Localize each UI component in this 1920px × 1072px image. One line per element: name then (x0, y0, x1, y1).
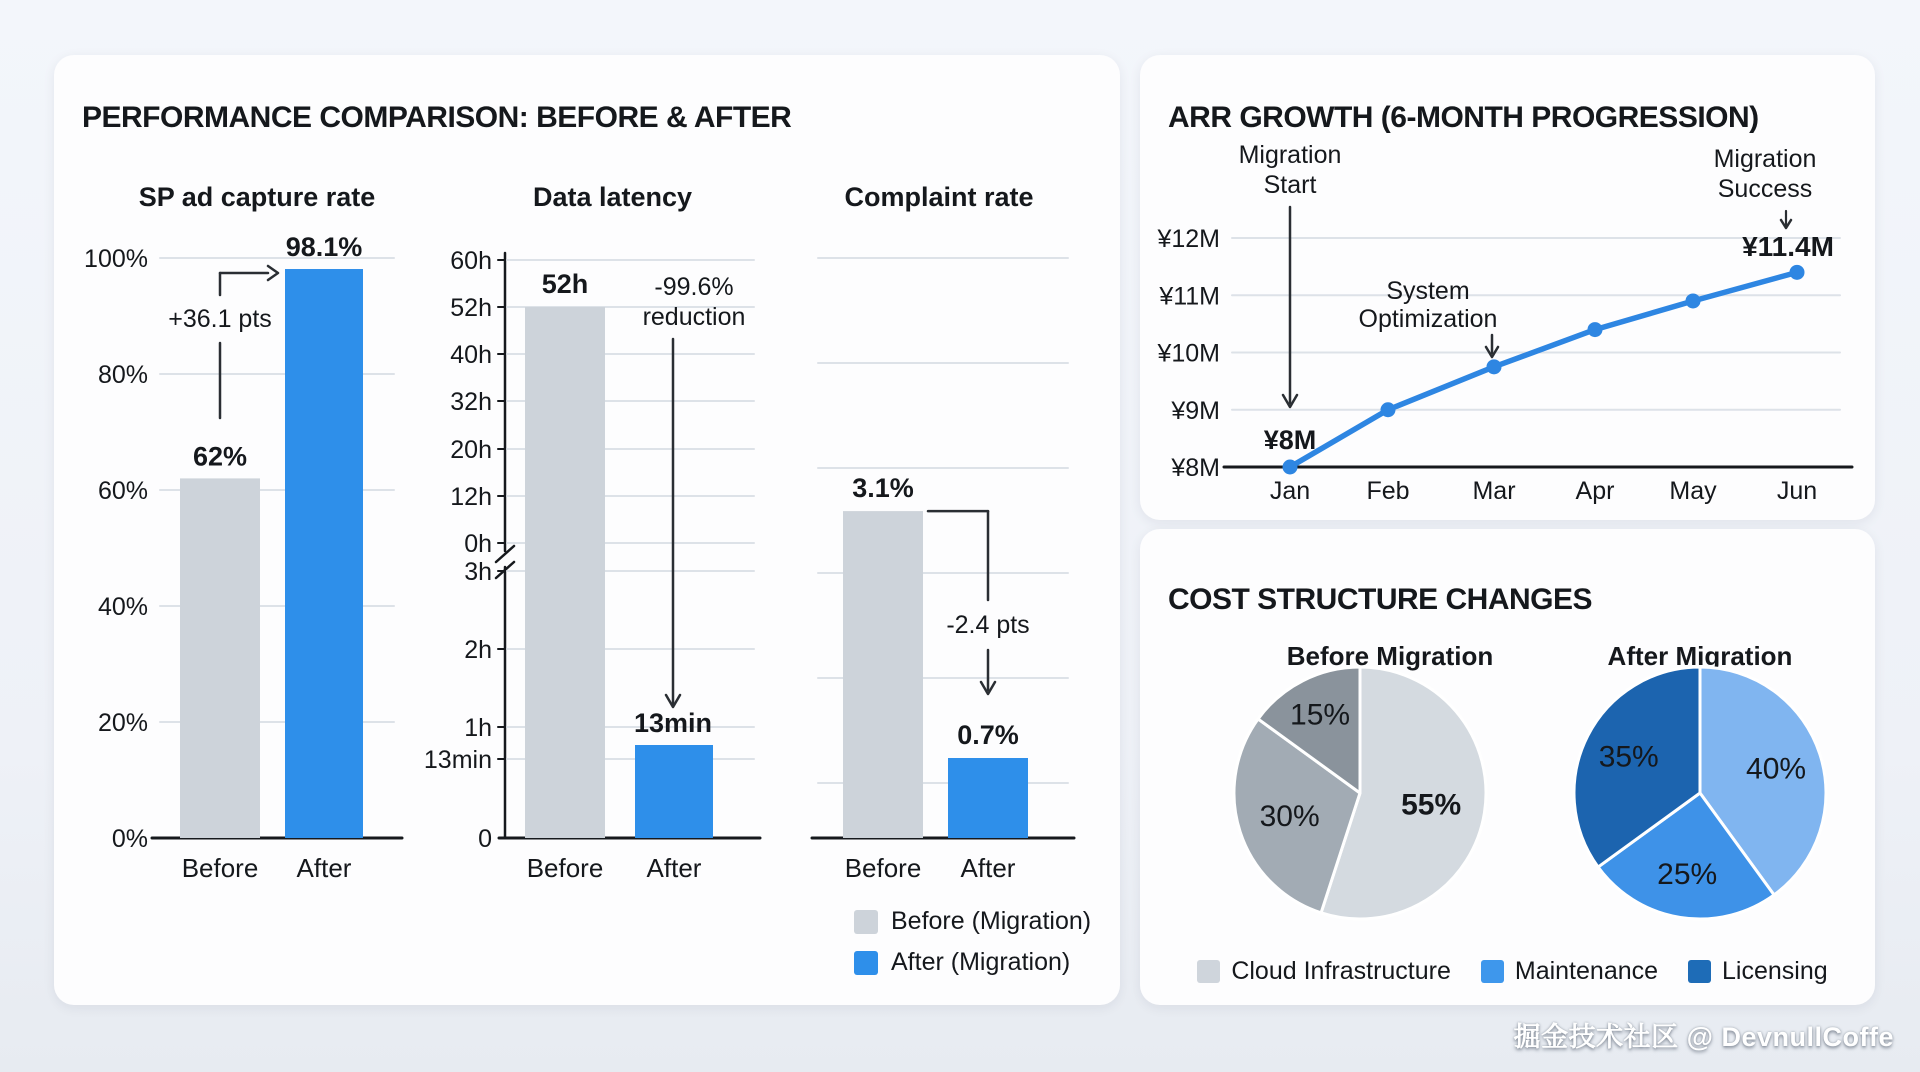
svg-text:After: After (646, 853, 702, 883)
cost-pie-charts (1140, 529, 1875, 1005)
svg-text:System: System (1386, 277, 1470, 305)
svg-text:0.7%: 0.7% (957, 720, 1019, 750)
svg-text:Mar: Mar (1472, 477, 1516, 505)
watermark: 掘金技术社区 @ DevnullCoffe (1513, 1022, 1894, 1052)
legend-item-licensing (1688, 957, 1828, 986)
svg-text:After: After (296, 853, 352, 883)
licensing-swatch (1688, 960, 1711, 983)
legend-label-after: After (Migration) (891, 948, 1071, 976)
svg-text:¥9M: ¥9M (1171, 396, 1220, 425)
svg-text:-99.6%: -99.6% (654, 273, 734, 301)
svg-text:0h: 0h (464, 530, 492, 558)
cost-structure-panel (1140, 529, 1875, 1005)
after-swatch (854, 951, 878, 975)
svg-text:25%: 25% (1657, 857, 1718, 891)
svg-text:20%: 20% (97, 709, 148, 737)
svg-text:40h: 40h (450, 341, 492, 369)
svg-text:Migration: Migration (1238, 141, 1342, 169)
svg-text:Before: Before (181, 853, 259, 883)
svg-text:30%: 30% (1259, 799, 1320, 833)
svg-text:¥8M: ¥8M (1171, 454, 1220, 482)
svg-text:0: 0 (478, 825, 492, 853)
svg-text:20h: 20h (450, 436, 492, 464)
svg-text:32h: 32h (450, 388, 492, 416)
svg-text:Feb: Feb (1366, 477, 1410, 505)
svg-text:Start: Start (1263, 171, 1317, 199)
legend-item-maintenance (1481, 957, 1658, 986)
svg-text:¥10M: ¥10M (1157, 339, 1220, 368)
pie-title-before: Before Migration (1286, 641, 1494, 671)
legend-label-maintenance: Maintenance (1514, 956, 1659, 985)
svg-text:¥8M: ¥8M (1263, 425, 1317, 455)
svg-text:2h: 2h (464, 636, 492, 664)
legend-label-before: Before (Migration) (891, 907, 1092, 935)
svg-text:Before: Before (844, 853, 922, 883)
svg-text:40%: 40% (97, 593, 148, 621)
svg-text:100%: 100% (84, 245, 148, 273)
svg-text:-2.4 pts: -2.4 pts (946, 611, 1030, 639)
legend-item-after (854, 948, 1091, 977)
legend-item-before (854, 907, 1091, 936)
maintenance-swatch (1481, 960, 1504, 983)
svg-text:¥11M: ¥11M (1159, 282, 1220, 311)
performance-panel (54, 55, 1120, 1005)
svg-text:+36.1 pts: +36.1 pts (168, 305, 272, 333)
svg-text:60h: 60h (450, 247, 492, 275)
svg-text:Before: Before (526, 853, 604, 883)
chart-title-data-latency: Data latency (532, 182, 693, 212)
migration-legend (854, 907, 1091, 989)
chart-title-sp-capture: SP ad capture rate (138, 182, 376, 212)
svg-text:1h: 1h (464, 714, 492, 742)
arr-title: ARR GROWTH (6-MONTH PROGRESSION) (1168, 101, 1759, 134)
svg-text:98.1%: 98.1% (285, 232, 363, 263)
cloud-swatch (1197, 960, 1220, 983)
svg-text:¥11.4M: ¥11.4M (1742, 231, 1834, 262)
svg-text:12h: 12h (450, 483, 492, 511)
svg-text:13min: 13min (633, 708, 713, 738)
svg-text:Optimization: Optimization (1358, 305, 1498, 333)
svg-text:55%: 55% (1401, 788, 1462, 822)
svg-text:Jan: Jan (1269, 477, 1311, 505)
arr-growth-panel (1140, 55, 1875, 520)
chart-title-complaint-rate: Complaint rate (844, 182, 1034, 212)
svg-text:May: May (1669, 477, 1717, 505)
svg-text:40%: 40% (1746, 752, 1807, 786)
svg-text:52h: 52h (541, 269, 589, 299)
svg-text:80%: 80% (97, 361, 148, 389)
performance-title: PERFORMANCE COMPARISON: BEFORE & AFTER (82, 101, 792, 134)
arr-line-chart (1140, 55, 1875, 520)
performance-bar-charts (54, 55, 1120, 1005)
svg-text:Success: Success (1717, 175, 1813, 203)
svg-text:3h: 3h (464, 558, 492, 586)
before-swatch (854, 910, 878, 934)
pie-title-after: After Migration (1607, 641, 1793, 671)
legend-label-licensing: Licensing (1722, 956, 1828, 985)
cost-legend (1180, 951, 1845, 991)
legend-item-cloud (1197, 957, 1451, 986)
svg-text:After: After (960, 853, 1016, 883)
svg-text:35%: 35% (1598, 740, 1659, 774)
svg-text:15%: 15% (1290, 698, 1351, 732)
legend-label-cloud: Cloud Infrastructure (1231, 956, 1451, 985)
svg-text:62%: 62% (192, 441, 248, 472)
svg-text:reduction: reduction (642, 303, 746, 331)
svg-text:52h: 52h (450, 294, 492, 322)
svg-text:Jun: Jun (1776, 477, 1818, 505)
svg-text:¥12M: ¥12M (1157, 225, 1220, 253)
svg-text:3.1%: 3.1% (852, 473, 914, 504)
svg-text:0%: 0% (111, 825, 148, 853)
svg-text:Migration: Migration (1713, 145, 1817, 173)
svg-text:13min: 13min (423, 746, 492, 774)
cost-title: COST STRUCTURE CHANGES (1168, 583, 1593, 616)
svg-text:Apr: Apr (1575, 477, 1615, 505)
svg-text:60%: 60% (97, 477, 148, 505)
